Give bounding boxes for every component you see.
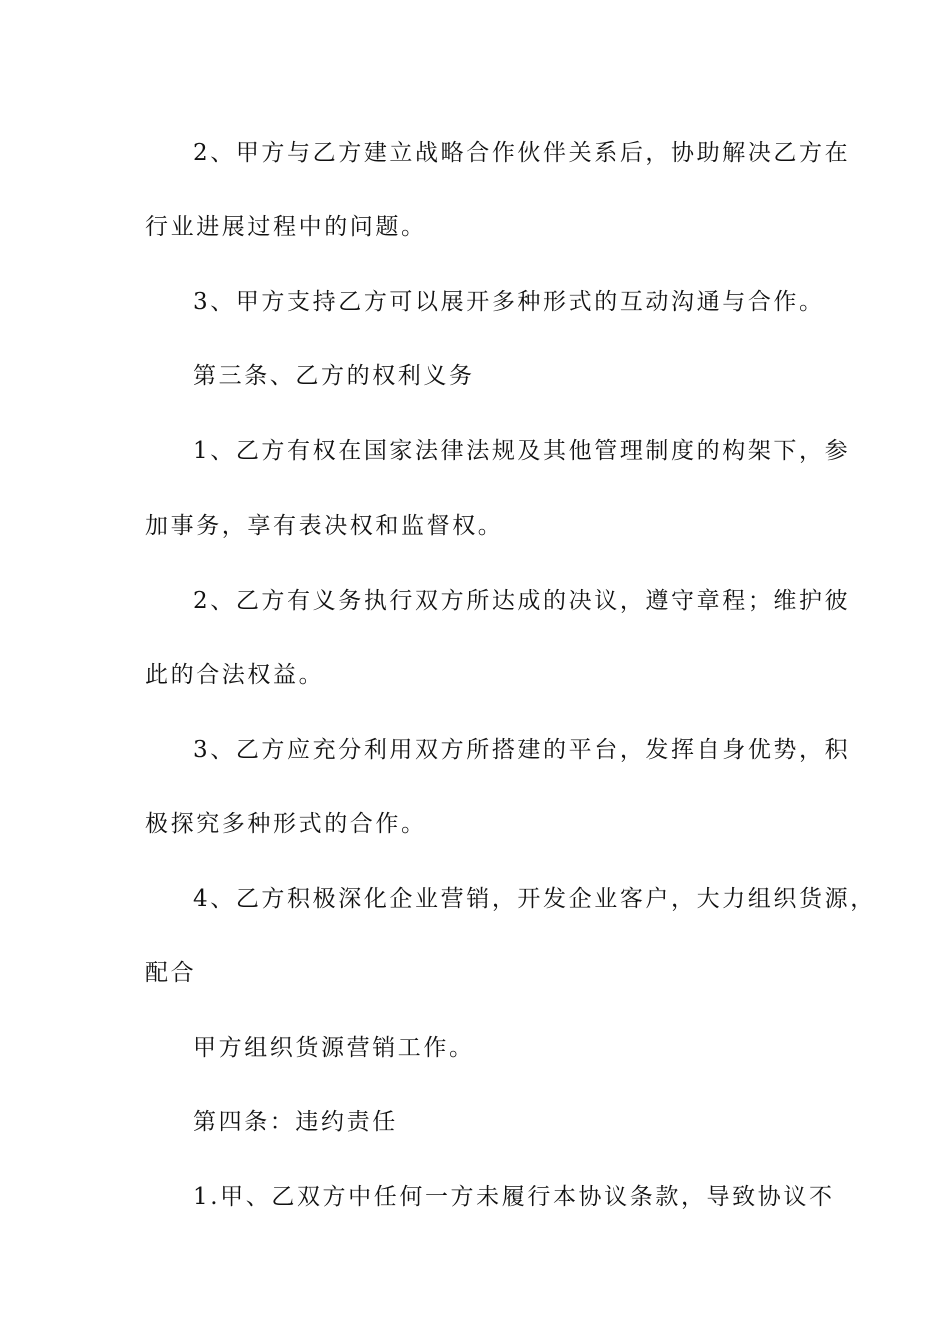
paragraph-line: 加事务，享有表决权和监督权。 <box>145 513 504 539</box>
paragraph-line: 4、乙方积极深化企业营销，开发企业客户，大力组织货源， <box>193 886 876 912</box>
paragraph-line: 1.甲、乙双方中任何一方未履行本协议条款，导致协议不 <box>193 1184 835 1210</box>
paragraph-line: 3、甲方支持乙方可以展开多种形式的互动沟通与合作。 <box>193 289 825 315</box>
section-heading: 第四条：违约责任 <box>193 1109 398 1135</box>
paragraph-line: 配合 <box>145 960 197 986</box>
paragraph-line: 2、甲方与乙方建立战略合作伙伴关系后，协助解决乙方在 <box>193 140 851 166</box>
section-heading: 第三条、乙方的权利义务 <box>193 363 475 389</box>
paragraph-line: 行业进展过程中的问题。 <box>145 214 427 240</box>
paragraph-line: 甲方组织货源营销工作。 <box>193 1035 475 1061</box>
paragraph-line: 1、乙方有权在国家法律法规及其他管理制度的构架下，参 <box>193 438 851 464</box>
paragraph-line: 此的合法权益。 <box>145 662 325 688</box>
paragraph-line: 极探究多种形式的合作。 <box>145 811 427 837</box>
paragraph-line: 2、乙方有义务执行双方所达成的决议，遵守章程；维护彼 <box>193 588 851 614</box>
paragraph-line: 3、乙方应充分利用双方所搭建的平台，发挥自身优势，积 <box>193 737 851 763</box>
